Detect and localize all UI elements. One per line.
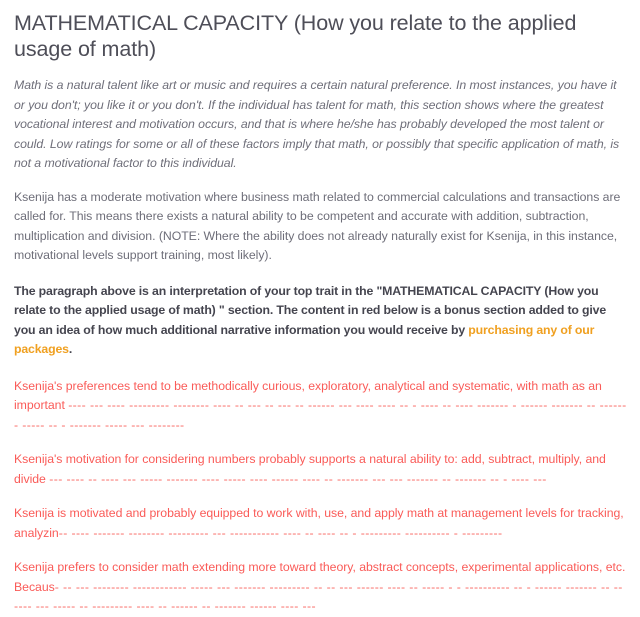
bonus-paragraph [14, 377, 628, 436]
bonus-paragraph-visible-text: Ksenija is motivated and probably equipped to work with, use, and apply math at management levels for tracking, analyzin [14, 506, 624, 540]
callout-text-after-link: . [68, 342, 73, 356]
section-result-paragraph: Ksenija has a moderate motivation where business math related to commercial calculations and transactions are called for. This means there exists a natural ability to be competent and accurate with addition, subtraction, multiplication and division. (NOTE: Where the ability does not already naturally exist for Ksenija, in this instance, motivational levels support training, most likely). [14, 189, 621, 262]
page-title: MATHEMATICAL CAPACITY (How you relate to the applied usage of math) [14, 11, 577, 61]
bonus-paragraph [14, 450, 628, 489]
bonus-paragraph-masked-text: -- ---- ------- -------- --------- --- ----------- ---- -- ---- -- - --------- ---------- - --------- [58, 525, 503, 540]
bonus-paragraph-visible-text: Ksenija's preferences tend to be methodically curious, exploratory, analytical and systematic, with math as an important [14, 378, 602, 412]
purchase-packages-link[interactable]: purchasing any of our packages [14, 322, 595, 356]
bonus-section-callout [14, 282, 628, 360]
bonus-paragraph-masked-text: --- ---- -- ---- --- ----- ------- ---- ----- ---- ------ ---- -- ------- --- --- ------- -- ------- -- - ---- --- [49, 471, 547, 486]
bonus-paragraph [14, 558, 628, 617]
bonus-paragraph-visible-text: Ksenija's motivation for considering numbers probably supports a natural ability to: add, subtract, multiply, and divide [14, 452, 606, 486]
bonus-paragraph-visible-text: Ksenija prefers to consider math extending more toward theory, abstract concepts, experimental applications, etc. Becaus [14, 560, 626, 594]
bonus-paragraph-masked-text: ---- --- ---- --------- -------- ---- -- --- -- --- -- ------ --- ---- ---- -- - ---- -- ---- ------- - ------ ------- -- ------- ----- -- - ------- ----- --- -------- [14, 398, 627, 432]
bonus-paragraph [14, 504, 628, 543]
callout-text-before-link: The paragraph above is an interpretation of your top trait in the "MATHEMATICAL CAPACITY (How you relate to the applied usage of math) " section. The content in red below is a bonus section added to give you an idea of how much additional narrative information you would receive by [14, 283, 607, 337]
section-intro-paragraph: Math is a natural talent like art or music and requires a certain natural preference. In most instances, you have it or you don't; you like it or you don't. If the individual has talent for math, this section shows where the greatest vocational interest and motivation occurs, and that is where he/she has probably developed the most talent or could. Low ratings for some or all of these factors imply that math, or possibly that specific application of math, is not a motivational factor to this individual. [14, 78, 620, 170]
bonus-paragraph-masked-text: - -- --- -------- ------------ ----- --- ------- --------- -- -- --- ------ ---- -- ----- - - ---------- -- - ------ ------- -- -- ---- --- ----- -- --------- ---- -- ------ -- ------- ------ ---- --- [14, 579, 623, 613]
